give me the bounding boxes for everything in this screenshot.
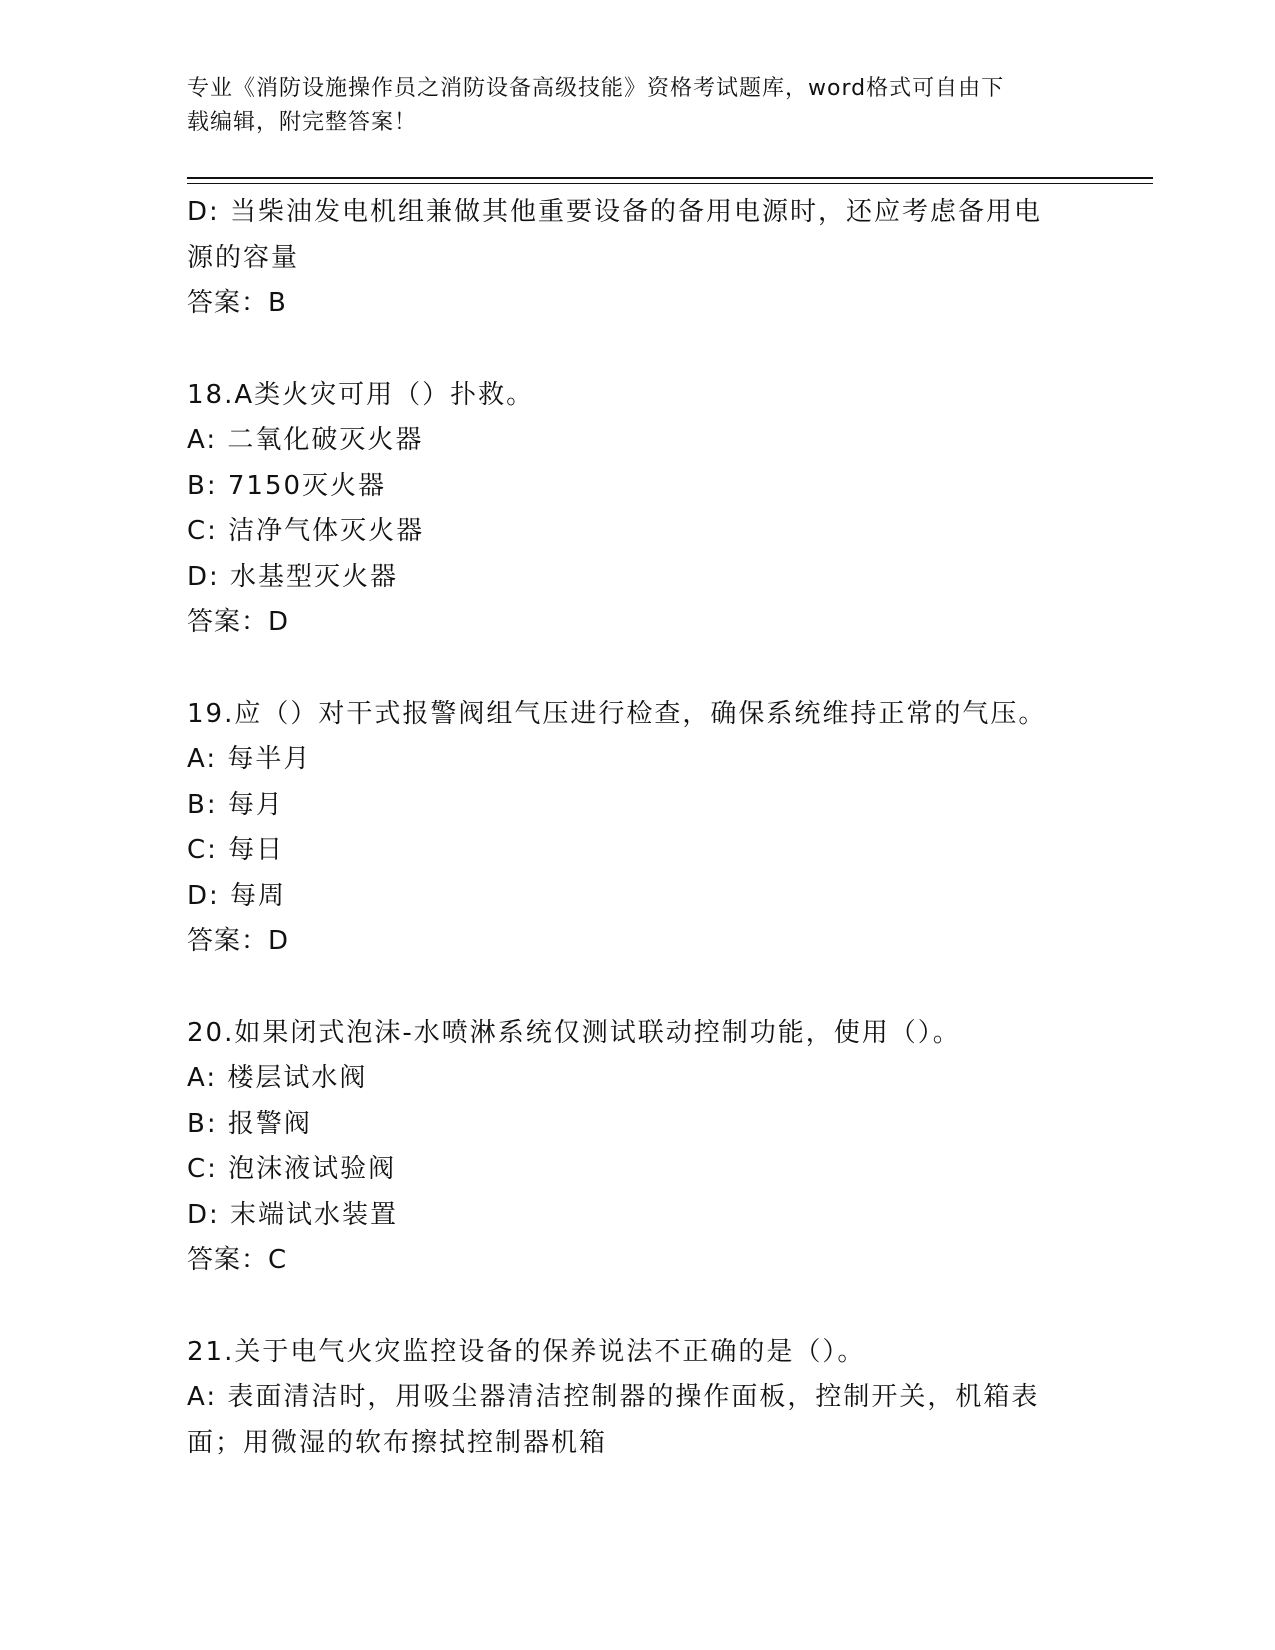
question-19-option-d: D: 每周 <box>187 880 287 911</box>
question-20-option-a: A: 楼层试水阀 <box>187 1063 368 1093</box>
question-20-option-d: D: 末端试水装置 <box>187 1199 399 1230</box>
question-18-answer <box>187 600 1087 646</box>
header-line-2: 载编辑，附完整答案！ <box>187 110 418 135</box>
question-18-option-a: A: 二氧化破灭火器 <box>187 425 424 455</box>
answer-value: D <box>268 926 291 956</box>
question-20-answer <box>187 1238 1087 1284</box>
prev-option-d-line-1: D: 当柴油发电机组兼做其他重要设备的备用电源时，还应考虑备用电 <box>187 197 1043 227</box>
question-20-option-c: C: 泡沫液试验阀 <box>187 1154 397 1184</box>
question-21-stem: 21.关于电气火灾监控设备的保养说法不正确的是（）。 <box>187 1336 866 1367</box>
question-18-option-b: B: 7150灭火器 <box>187 470 387 501</box>
prev-answer <box>187 281 1087 327</box>
question-18-option-c: C: 洁净气体灭火器 <box>187 516 425 546</box>
answer-label: 答案： <box>187 926 269 956</box>
header-line-1: 专业《消防设施操作员之消防设备高级技能》资格考试题库，word格式可自由下 <box>187 76 1005 101</box>
question-18-stem: 18.A类火灾可用（）扑救。 <box>187 379 535 410</box>
question-21-option-a-line-1: A: 表面清洁时，用吸尘器清洁控制器的操作面板，控制开关，机箱表 <box>187 1382 1040 1412</box>
question-content <box>187 190 1087 1466</box>
question-20-stem: 20.如果闭式泡沫-水喷淋系统仅测试联动控制功能，使用（）。 <box>187 1017 961 1048</box>
answer-value: C <box>268 1245 289 1275</box>
question-19-stem: 19.应（）对干式报警阀组气压进行检查，确保系统维持正常的气压。 <box>187 698 1047 729</box>
document-header <box>187 72 1067 140</box>
question-19-answer <box>187 919 1087 965</box>
header-divider-thin <box>187 183 1153 184</box>
answer-label: 答案： <box>187 1245 269 1275</box>
question-19-option-a: A: 每半月 <box>187 744 312 774</box>
header-divider-thick <box>187 177 1153 179</box>
answer-value: D <box>268 607 291 637</box>
question-20-option-b: B: 报警阀 <box>187 1108 312 1139</box>
answer-label: 答案： <box>187 288 269 318</box>
question-19-option-b: B: 每月 <box>187 789 284 820</box>
answer-value: B <box>268 288 288 318</box>
question-19-option-c: C: 每日 <box>187 835 285 865</box>
question-21-option-a-line-2: 面；用微湿的软布擦拭控制器机箱 <box>187 1427 608 1458</box>
answer-label: 答案： <box>187 607 269 637</box>
prev-option-d-line-2: 源的容量 <box>187 242 300 273</box>
question-18-option-d: D: 水基型灭火器 <box>187 561 399 592</box>
